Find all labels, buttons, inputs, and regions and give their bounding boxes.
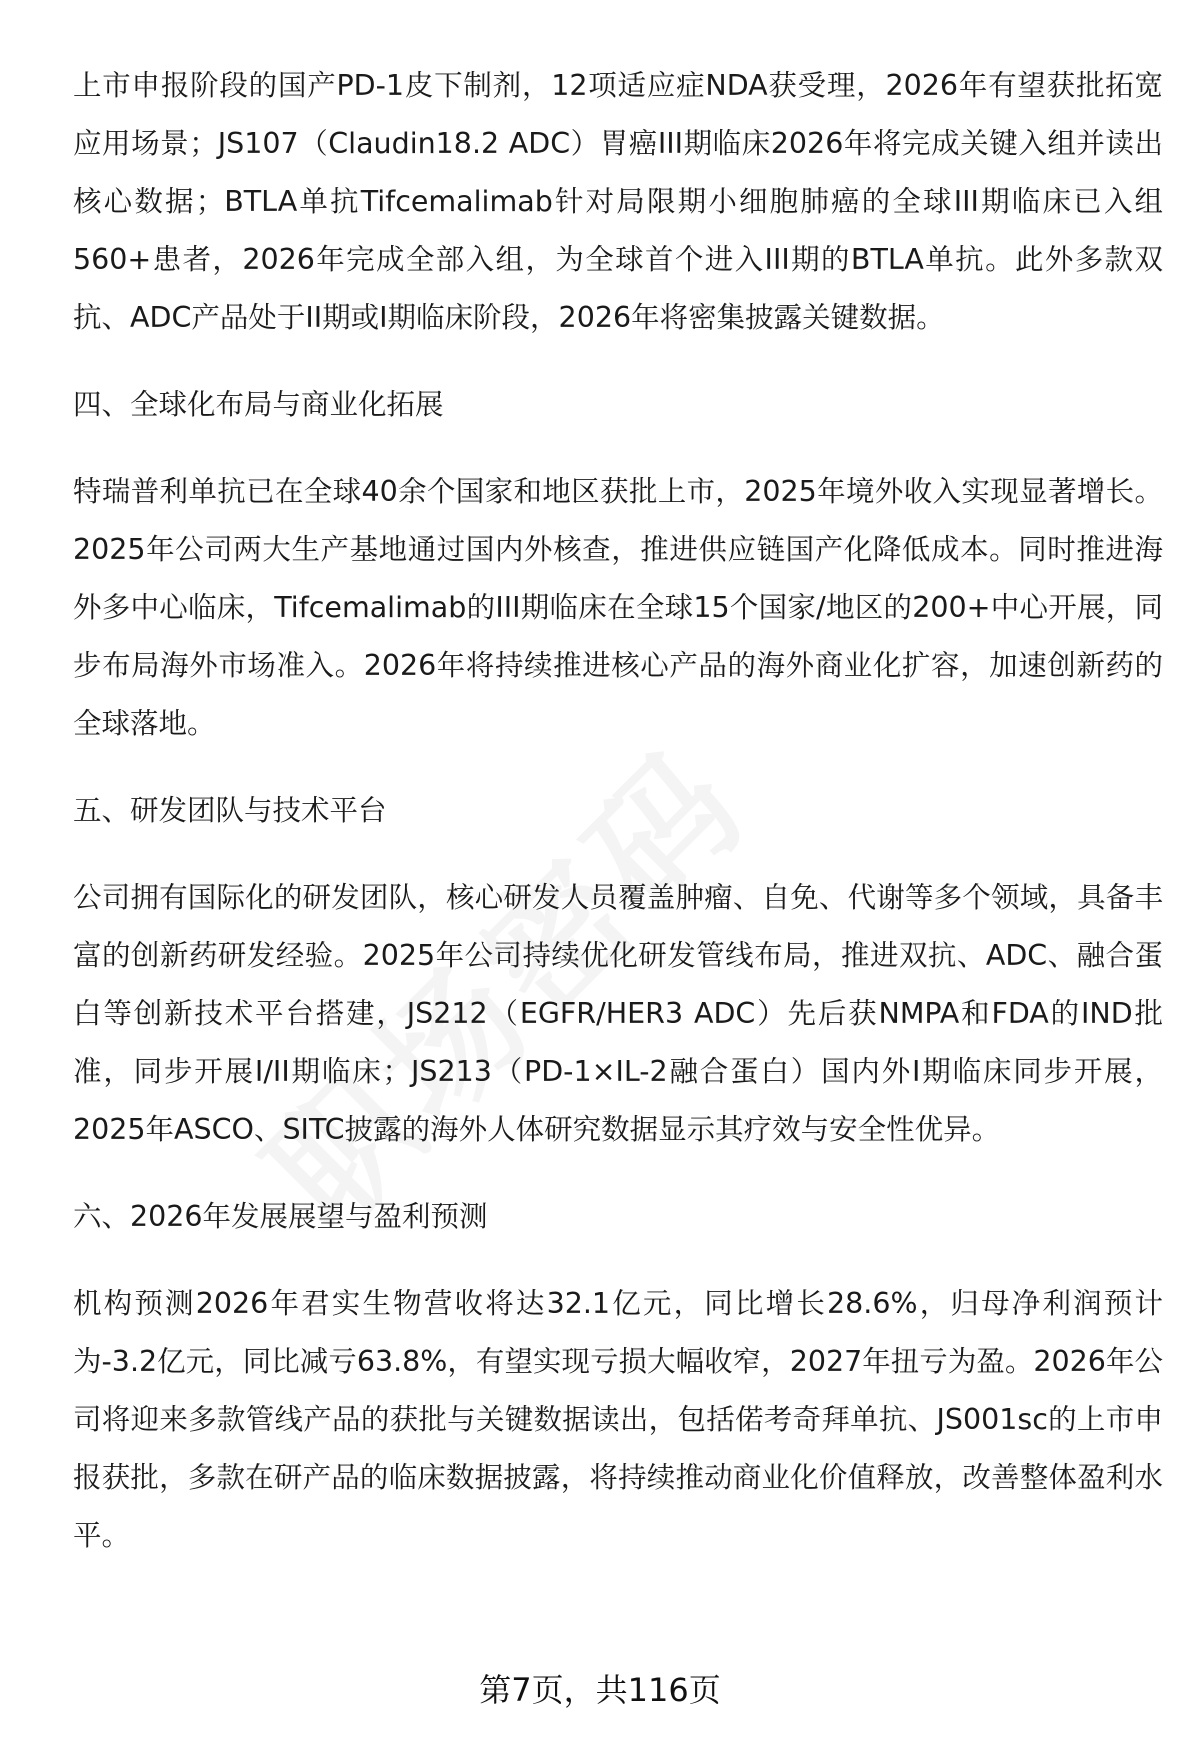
- section-heading-rd-team: 五、研发团队与技术平台: [73, 794, 387, 827]
- paragraph-continuation: 上市申报阶段的国产PD-1皮下制剂，12项适应症NDA获受理，2026年有望获批拓宽应用场景；JS107（Claudin18.2 ADC）胃癌III期临床2026年将完成关键入组并读出核心数据；BTLA单抗Tifcemalimab针对局限期小细胞肺癌的全球III期临床已入组560+患者，2026年完成全部入组，为全球首个进入III期的BTLA单抗。此外多款双抗、ADC产品处于II期或I期临床阶段，2026年将密集披露关键数据。: [73, 69, 1163, 334]
- section-heading-outlook: 六、2026年发展展望与盈利预测: [73, 1200, 488, 1233]
- section-heading-globalization: 四、全球化布局与商业化拓展: [73, 388, 444, 421]
- paragraph-outlook: 机构预测2026年君实生物营收将达32.1亿元，同比增长28.6%，归母净利润预计为-3.2亿元，同比减亏63.8%，有望实现亏损大幅收窄，2027年扭亏为盈。2026年公司将迎来多款管线产品的获批与关键数据读出，包括偌考奇拜单抗、JS001sc的上市申报获批，多款在研产品的临床数据披露，将持续推动商业化价值释放，改善整体盈利水平。: [73, 1287, 1163, 1552]
- paragraph-rd-team: 公司拥有国际化的研发团队，核心研发人员覆盖肿瘤、自免、代谢等多个领域，具备丰富的创新药研发经验。2025年公司持续优化研发管线布局，推进双抗、ADC、融合蛋白等创新技术平台搭建，JS212（EGFR/HER3 ADC）先后获NMPA和FDA的IND批准，同步开展I/II期临床；JS213（PD-1×IL-2融合蛋白）国内外I期临床同步开展，2025年ASCO、SITC披露的海外人体研究数据显示其疗效与安全性优异。: [73, 881, 1163, 1146]
- paragraph-globalization: 特瑞普利单抗已在全球40余个国家和地区获批上市，2025年境外收入实现显著增长。2025年公司两大生产基地通过国内外核查，推进供应链国产化降低成本。同时推进海外多中心临床，Tifcemalimab的III期临床在全球15个国家/地区的200+中心开展，同步布局海外市场准入。2026年将持续推进核心产品的海外商业化扩容，加速创新药的全球落地。: [73, 475, 1163, 740]
- page-number: 第7页，共116页: [479, 1671, 721, 1709]
- document-body: [73, 57, 1163, 1565]
